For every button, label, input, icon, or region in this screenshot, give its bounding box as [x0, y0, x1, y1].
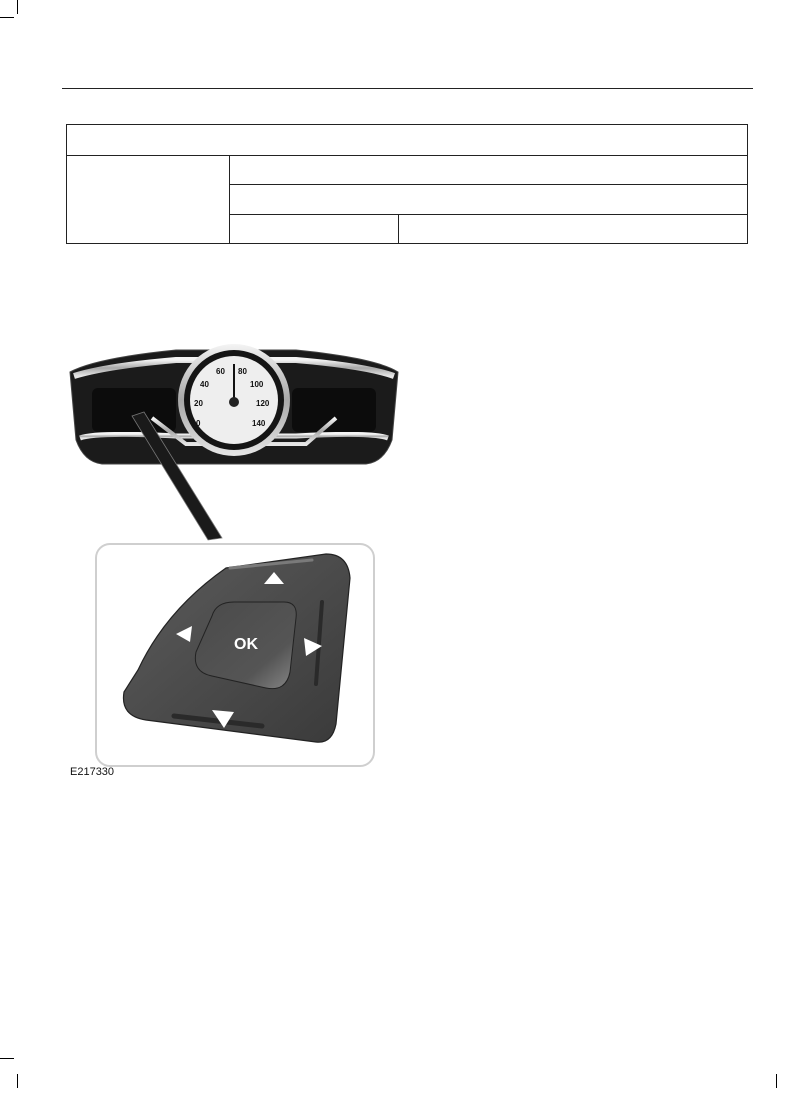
table-col-divider [398, 214, 399, 243]
table-row-divider [229, 184, 747, 185]
instrument-cluster [70, 344, 398, 540]
tick-label: 0 [196, 419, 201, 428]
crop-mark-bottom-right [776, 1074, 777, 1088]
steering-control-figure [66, 340, 402, 776]
tick-label: 60 [216, 367, 225, 376]
tick-label: 140 [252, 419, 266, 428]
header-rule [62, 88, 753, 89]
tick-label: 40 [200, 380, 209, 389]
tick-label: 20 [194, 399, 203, 408]
tick-label: 100 [250, 380, 264, 389]
table-row-divider [67, 155, 747, 156]
table-col-divider [229, 155, 230, 243]
info-table [66, 124, 748, 244]
ok-button-label: OK [234, 636, 258, 653]
crop-mark-bottom-left [17, 1074, 18, 1088]
table-row-divider [229, 214, 747, 215]
crop-mark-top-left-h [0, 17, 14, 18]
crop-mark-top-left [17, 0, 18, 14]
tick-label: 120 [256, 399, 270, 408]
tick-label: 80 [238, 367, 247, 376]
crop-mark-bottom-left-h [0, 1058, 14, 1059]
figure-label: E217330 [70, 766, 115, 778]
